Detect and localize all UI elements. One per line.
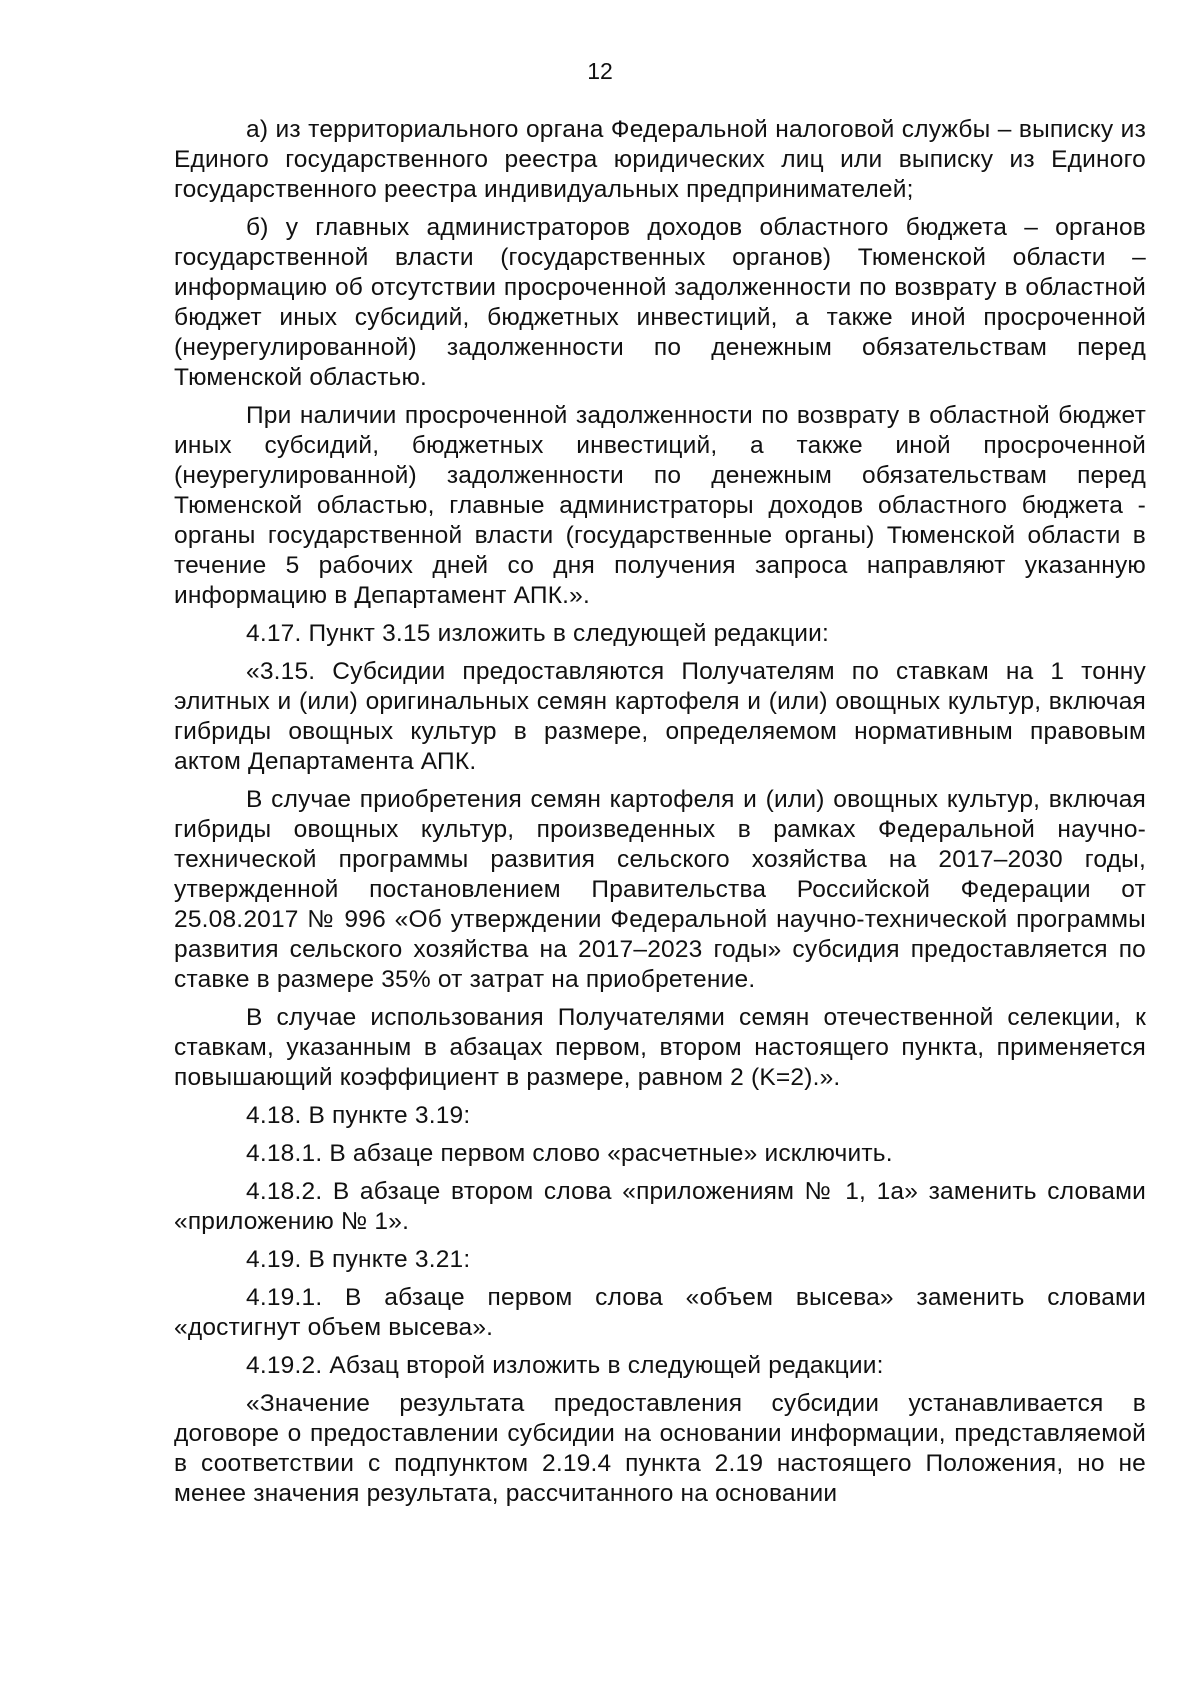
document-body	[174, 115, 1146, 1517]
paragraph-4-17: 4.17. Пункт 3.15 изложить в следующей редакции:	[246, 620, 829, 647]
paragraph-seed-purchase: В случае приобретения семян картофеля и (или) овощных культур, включая гибриды овощных культур, произведенных в рамках Федеральной научно-технической программы развития сельского хозяйства на 2017–2030 годы, утвержденной постановлением Правительства Российской Федерации от 25.08.2017 № 996 «Об утверждении Федеральной научно-технической программы развития сельского хозяйства на 2017–2023 годы» субсидия предоставляется по ставке в размере 35% от затрат на приобретение.	[174, 786, 1146, 993]
paragraph-4-18: 4.18. В пункте 3.19:	[246, 1102, 471, 1129]
paragraph-overdue-debt: При наличии просроченной задолженности по возврату в областной бюджет иных субсидий, бюджетных инвестиций, а также иной просроченной (неурегулированной) задолженности по денежным обязательствам перед Тюменской областью, главные администраторы доходов областного бюджета - органы государственной власти (государственные органы) Тюменской области в течение 5 рабочих дней со дня получения запроса направляют указанную информацию в Департамент АПК.».	[174, 402, 1146, 609]
paragraph-4-19: 4.19. В пункте 3.21:	[246, 1246, 471, 1273]
paragraph-item-a: а) из территориального органа Федеральной налоговой службы – выписку из Единого государственного реестра юридических лиц или выписку из Единого государственного реестра индивидуальных предпринимателей;	[174, 116, 1146, 203]
paragraph-4-19-2: 4.19.2. Абзац второй изложить в следующей редакции:	[246, 1352, 884, 1379]
paragraph-4-18-1: 4.18.1. В абзаце первом слово «расчетные» исключить.	[246, 1140, 893, 1167]
paragraph-result-value: «Значение результата предоставления субсидии устанавливается в договоре о предоставлении субсидии на основании информации, представляемой в соответствии с подпунктом 2.19.4 пункта 2.19 настоящего Положения, но не менее значения результата, рассчитанного на основании	[174, 1390, 1146, 1507]
page-number: 12	[587, 58, 613, 84]
paragraph-domestic-selection: В случае использования Получателями семян отечественной селекции, к ставкам, указанным в абзацах первом, втором настоящего пункта, применяется повышающий коэффициент в размере, равном 2 (K=2).».	[174, 1004, 1146, 1091]
paragraph-4-19-1: 4.19.1. В абзаце первом слова «объем высева» заменить словами «достигнут объем высева».	[174, 1284, 1146, 1341]
paragraph-3-15: «3.15. Субсидии предоставляются Получателям по ставкам на 1 тонну элитных и (или) оригинальных семян картофеля и (или) овощных культур, включая гибриды овощных культур в размере, определяемом нормативным правовым актом Департамента АПК.	[174, 658, 1146, 775]
paragraph-4-18-2: 4.18.2. В абзаце втором слова «приложениям № 1, 1а» заменить словами «приложению № 1».	[174, 1178, 1146, 1235]
paragraph-item-b: б) у главных администраторов доходов областного бюджета – органов государственной власти (государственных органов) Тюменской области – информацию об отсутствии просроченной задолженности по возврату в областной бюджет иных субсидий, бюджетных инвестиций, а также иной просроченной (неурегулированной) задолженности по денежным обязательствам перед Тюменской областью.	[174, 214, 1146, 391]
